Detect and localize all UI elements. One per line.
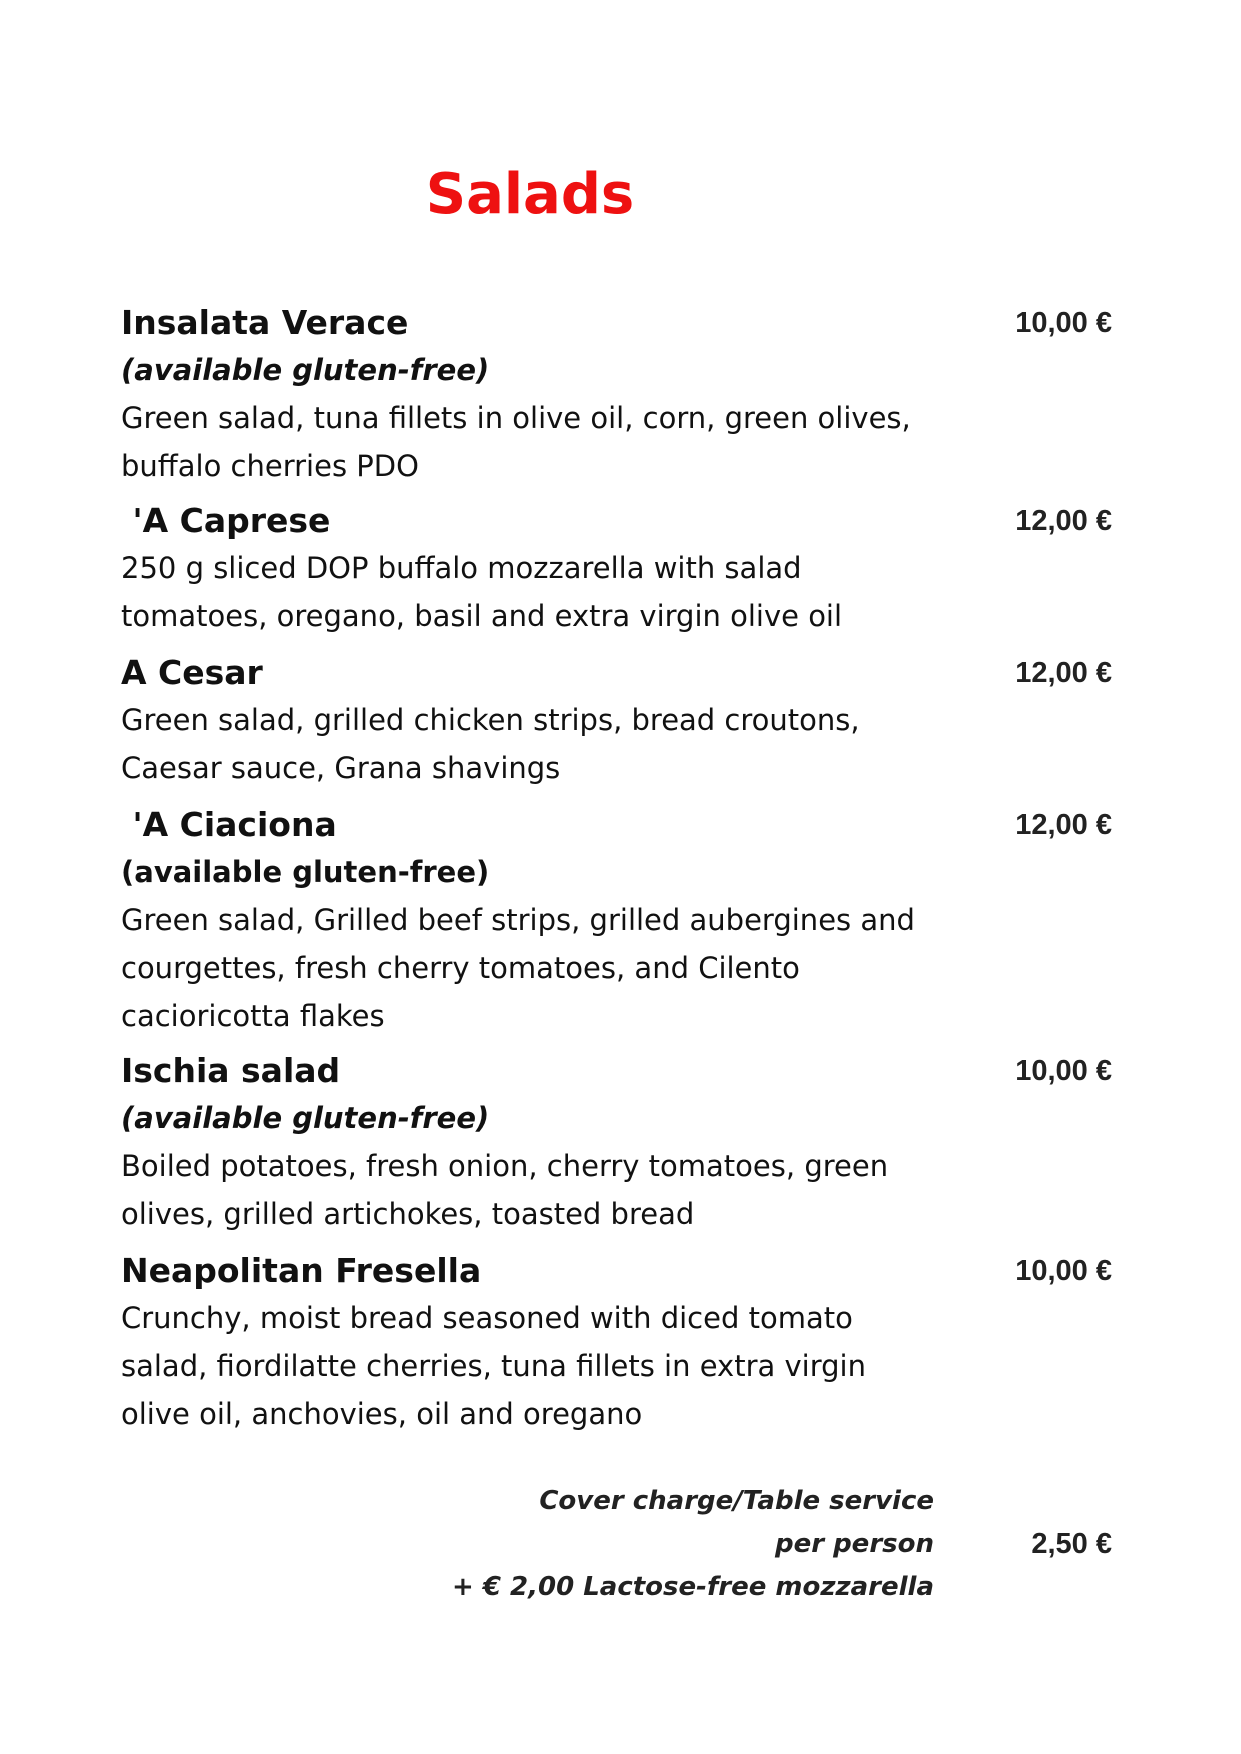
menu-item-price: 12,00 € (1015, 657, 1112, 689)
cover-charge-section (121, 1480, 1121, 1609)
menu-item-description: 250 g sliced DOP buffalo mozzarella with salad tomatoes, oregano, basil and extra virgin olive oil (121, 551, 843, 633)
menu-item-neapolitan-fresella (121, 1248, 1121, 1438)
lactose-free-surcharge: + € 2,00 Lactose-free mozzarella (452, 1572, 934, 1602)
menu-item-description: Green salad, tuna fillets in olive oil, corn, green olives, buffalo cherries PDO (121, 401, 911, 483)
menu-item-name: Neapolitan Fresella (121, 1251, 482, 1290)
menu-item-name: Ischia salad (121, 1051, 341, 1090)
menu-item-a-caprese (121, 498, 1121, 650)
menu-item-note: (available gluten-free) (121, 855, 490, 889)
page-title: Salads (425, 162, 635, 227)
menu-item-a-ciaciona (121, 802, 1121, 1048)
salad-menu-list (121, 300, 1121, 1438)
menu-item-note: (available gluten-free) (121, 353, 490, 387)
cover-charge-per-person: per person (774, 1529, 934, 1559)
menu-item-price: 12,00 € (1015, 809, 1112, 841)
menu-item-description: Green salad, grilled chicken strips, bread croutons, Caesar sauce, Grana shavings (121, 703, 860, 785)
menu-item-price: 10,00 € (1015, 1055, 1112, 1087)
menu-item-ischia-salad (121, 1048, 1121, 1248)
cover-charge-text (121, 1480, 934, 1609)
menu-item-name: 'A Ciaciona (121, 805, 337, 844)
menu-item-name: Insalata Verace (121, 303, 409, 342)
menu-item-a-cesar (121, 650, 1121, 802)
menu-item-note: (available gluten-free) (121, 1101, 490, 1135)
menu-item-price: 12,00 € (1015, 505, 1112, 537)
menu-item-description: Green salad, Grilled beef strips, grilled aubergines and courgettes, fresh cherry tomatoes, and Cilento cacioricotta flakes (121, 903, 915, 1033)
menu-item-price: 10,00 € (1015, 307, 1112, 339)
cover-charge-price: 2,50 € (1031, 1528, 1112, 1560)
menu-item-description: Crunchy, moist bread seasoned with diced tomato salad, fiordilatte cherries, tuna fillets in extra virgin olive oil, anchovies, oil and oregano (121, 1301, 866, 1431)
menu-item-name: A Cesar (121, 653, 263, 692)
menu-item-description: Boiled potatoes, fresh onion, cherry tomatoes, green olives, grilled artichokes, toasted bread (121, 1149, 889, 1231)
menu-item-insalata-verace (121, 300, 1121, 498)
menu-item-price: 10,00 € (1015, 1255, 1112, 1287)
cover-charge-label: Cover charge/Table service (539, 1486, 934, 1516)
menu-item-name: 'A Caprese (121, 501, 331, 540)
